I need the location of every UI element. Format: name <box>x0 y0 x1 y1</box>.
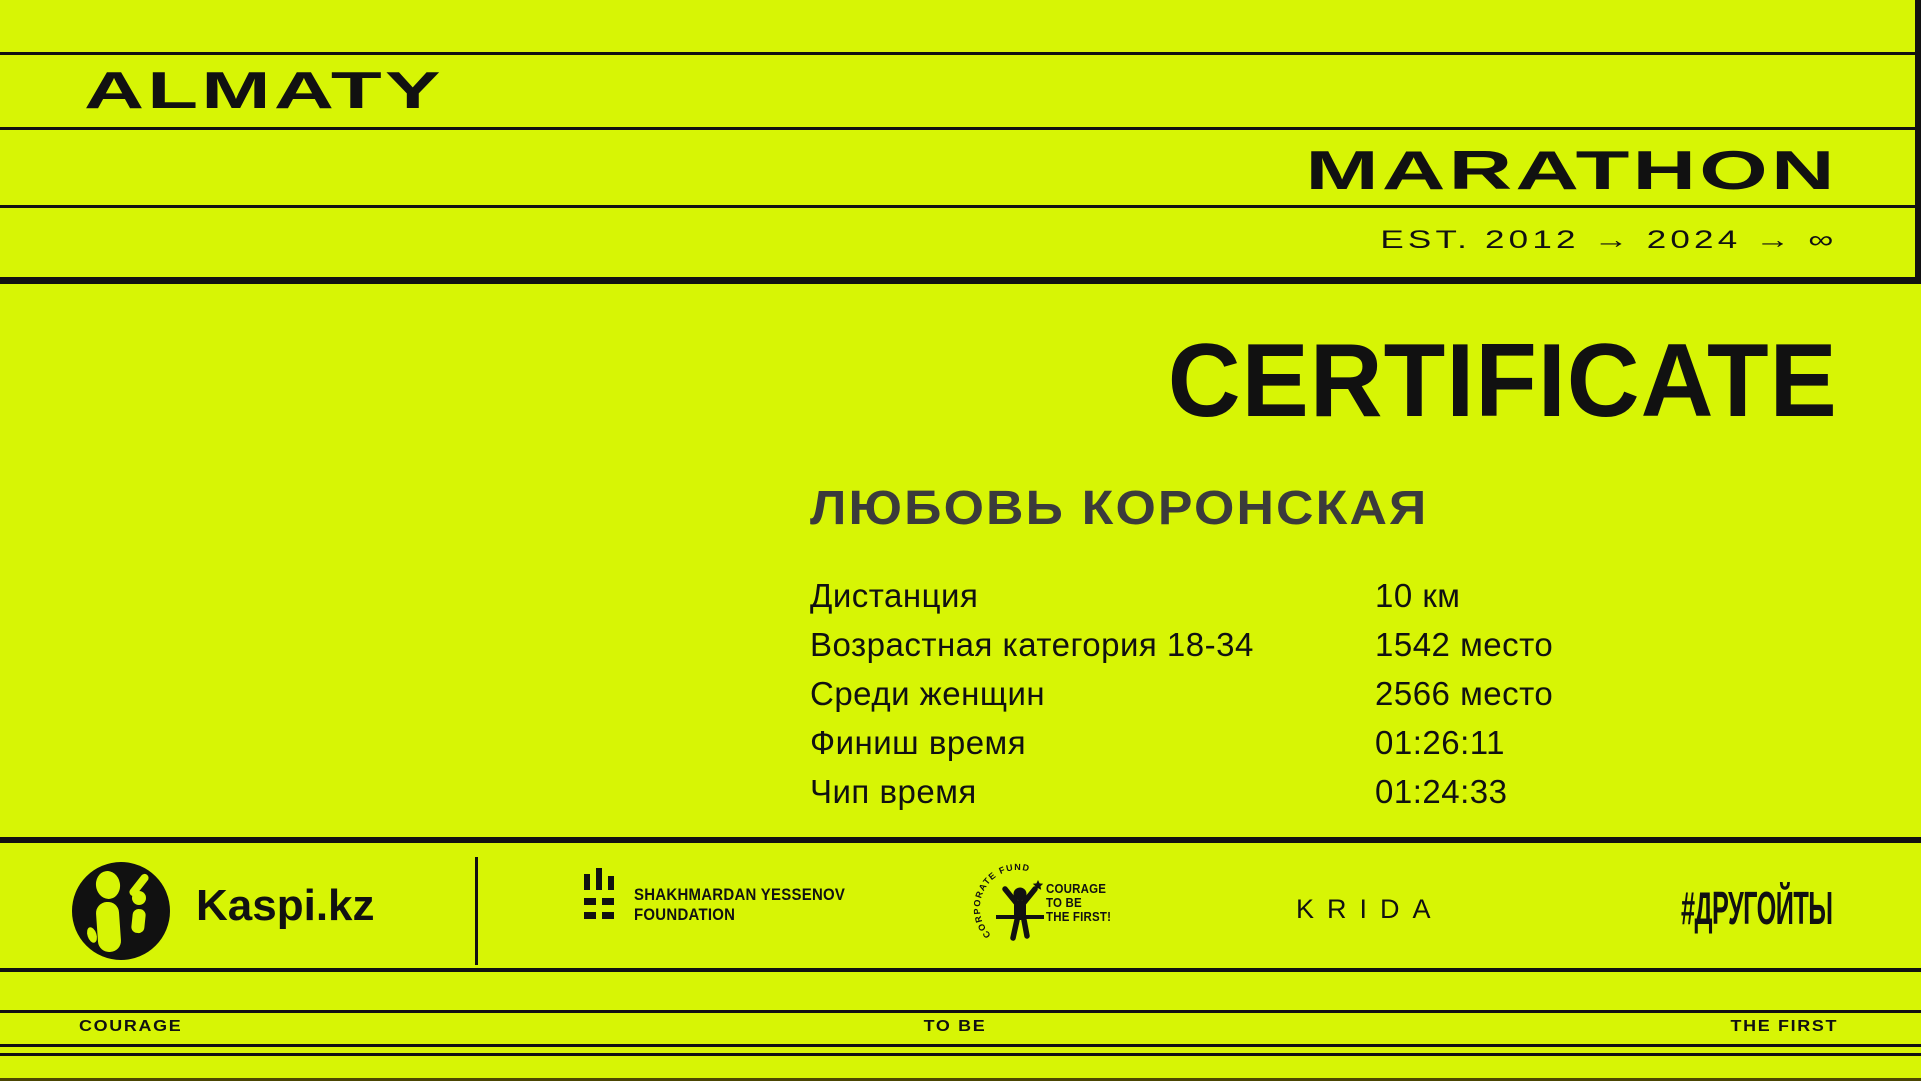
divider-line-bottom-double <box>0 1053 1921 1056</box>
fund-line3: THE FIRST! <box>1046 910 1112 924</box>
stat-label: Финиш время <box>810 724 1027 761</box>
divider-line-below-slogan <box>0 1044 1921 1047</box>
fund-line1: COURAGE <box>1046 882 1107 896</box>
slogan-courage: COURAGE <box>79 1018 183 1035</box>
stat-label: Среди женщин <box>810 675 1046 712</box>
divider-line-below-marathon <box>0 205 1921 208</box>
stat-value: 10 км <box>1375 577 1461 614</box>
stat-label: Чип время <box>810 773 977 810</box>
stats-row-chip-time <box>810 767 1508 816</box>
divider-line-below-sponsors <box>0 968 1921 972</box>
marathon-wordmark: MARATHON <box>1305 139 1838 201</box>
stat-label: Возрастная категория 18-34 <box>810 626 1254 663</box>
stats-row-age-category <box>810 620 1554 669</box>
yessenov-foundation-label <box>634 885 845 925</box>
divider-line-above-sponsors <box>0 837 1921 843</box>
stat-value: 2566 место <box>1375 675 1554 712</box>
stat-value: 01:26:11 <box>1375 724 1506 761</box>
yessenov-bars-icon <box>584 868 614 924</box>
right-edge-bar <box>1915 0 1921 284</box>
fund-line2: TO BE <box>1046 896 1082 910</box>
divider-line-below-est <box>0 277 1921 284</box>
stats-row-distance <box>810 571 1461 620</box>
hashtag-drugoity-wordmark: #ДРУГОЙТЫ <box>1680 882 1832 934</box>
almaty-wordmark: ALMATY <box>84 62 444 120</box>
stat-value: 1542 место <box>1375 626 1554 663</box>
yessenov-line1: SHAKHMARDAN YESSENOV <box>634 885 846 904</box>
slogan-to-be: TO BE <box>923 1018 987 1035</box>
established-years: EST. 2012 → 2024 → ∞ <box>1380 226 1838 254</box>
certificate-title: CERTIFICATE <box>1167 323 1838 439</box>
divider-line-top <box>0 52 1921 55</box>
divider-line-above-slogan <box>0 1010 1921 1013</box>
courage-to-be-the-first-label <box>1046 882 1111 924</box>
stats-row-among-women <box>810 669 1554 718</box>
participant-name: ЛЮБОВЬ КОРОНСКАЯ <box>810 482 1429 535</box>
divider-line-below-almaty <box>0 127 1921 130</box>
sponsor-divider-line <box>475 857 478 965</box>
slogan-the-first: THE FIRST <box>1730 1018 1838 1035</box>
stat-label: Дистанция <box>810 577 979 614</box>
stat-value: 01:24:33 <box>1375 773 1508 810</box>
yessenov-line2: FOUNDATION <box>634 905 736 924</box>
krida-logo-wordmark: KRIDA <box>1296 894 1444 924</box>
kaspi-logo-wordmark: Kaspi.kz <box>196 881 375 930</box>
corporate-fund-arc-text: CORPORATE FUND <box>971 861 1032 941</box>
kaspi-people-icon <box>72 862 170 960</box>
stats-row-finish-time <box>810 718 1506 767</box>
